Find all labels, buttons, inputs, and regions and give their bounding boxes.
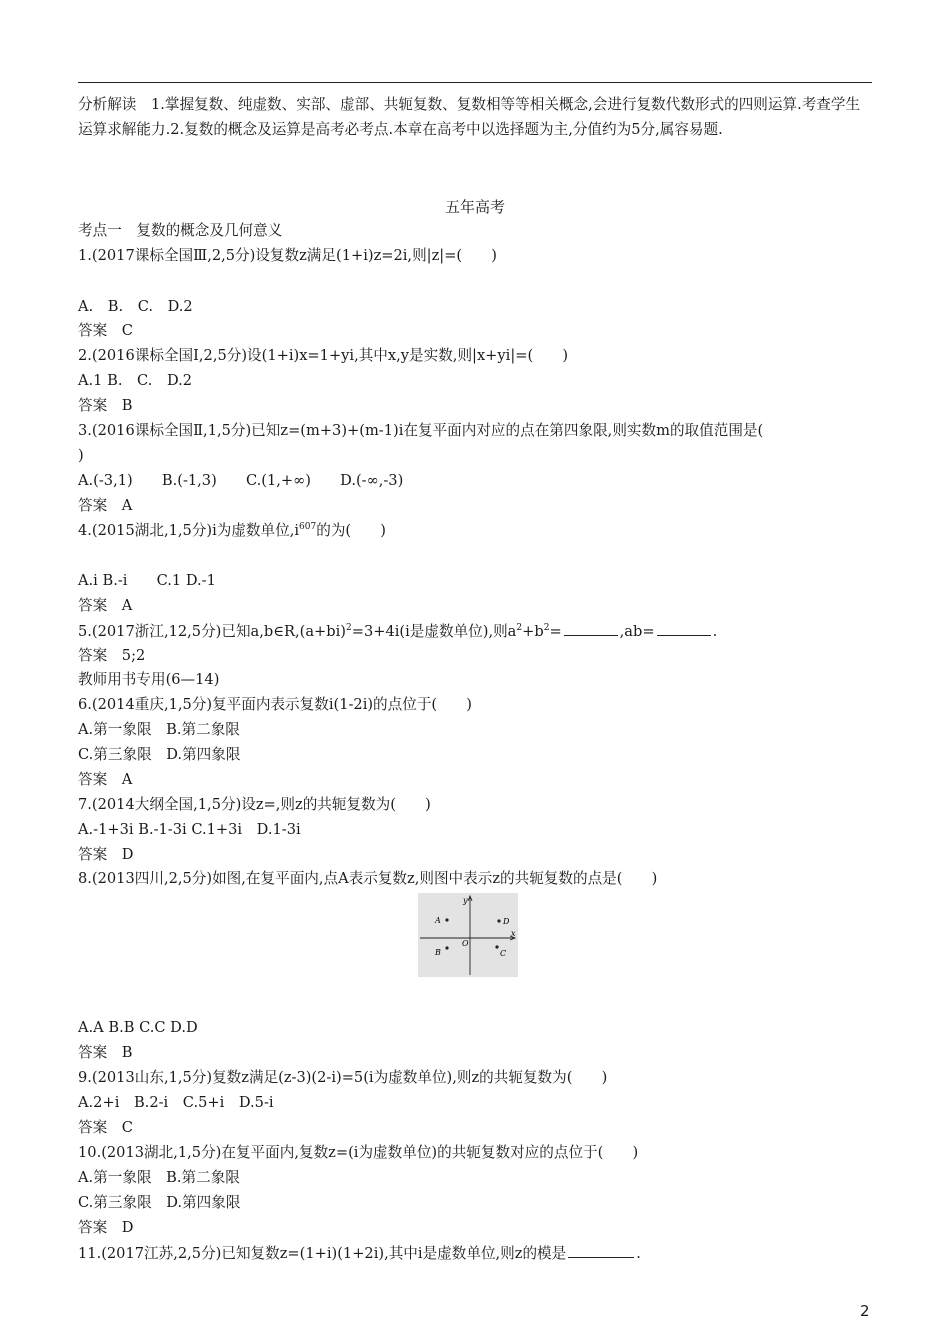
analysis-paragraph: 分析解读 1.掌握复数、纯虚数、实部、虚部、共轭复数、复数相等等相关概念,会进行复数代数形式的四则运算.考查学生运算求解能力.2.复数的概念及运算是高考必考点.本章在高考中以选择题为主,分值约为5分,属容易题. xyxy=(78,96,861,138)
question-7: 7.(2014大纲全国,1,5分)设z=,则z的共轭复数为( ) xyxy=(78,796,431,813)
question-5 xyxy=(78,621,717,642)
question-7-answer: 答案 D xyxy=(78,846,134,863)
header-rule xyxy=(78,82,872,83)
question-6-options-2: C.第三象限 D.第四象限 xyxy=(78,746,241,763)
question-5-blank-2[interactable] xyxy=(657,621,711,636)
question-5-exponent-3: 2 xyxy=(543,623,550,634)
question-2-options: A.1 B. C. D.2 xyxy=(78,372,193,389)
question-1-options: A. B. C. D.2 xyxy=(78,298,193,315)
question-9: 9.(2013山东,1,5分)复数z满足(z-3)(2-i)=5(i为虚数单位),则z的共轭复数为( ) xyxy=(78,1069,608,1086)
question-9-options: A.2+i B.2-i C.5+i D.5-i xyxy=(78,1094,274,1111)
question-5-text-2: =3+4i(i是虚数单位),则a xyxy=(351,623,517,640)
question-5-blank-1[interactable] xyxy=(564,621,618,636)
question-6: 6.(2014重庆,1,5分)复平面内表示复数i(1-2i)的点位于( ) xyxy=(78,696,473,713)
complex-plane-figure xyxy=(418,893,518,977)
question-11 xyxy=(78,1243,641,1264)
question-5-text-5: ,ab= xyxy=(619,623,655,640)
question-4-answer: 答案 A xyxy=(78,597,133,614)
question-5-text: 5.(2017浙江,12,5分)已知a,b∈R,(a+bi) xyxy=(78,623,346,640)
question-8: 8.(2013四川,2,5分)如图,在复平面内,点A表示复数z,则图中表示z的共轭复数的点是( ) xyxy=(78,870,658,887)
question-3-close-paren: ) xyxy=(78,447,84,464)
complex-plane-svg xyxy=(418,893,518,977)
question-5-text-4: = xyxy=(549,623,562,640)
y-axis-label: y xyxy=(463,896,468,905)
question-4-exponent: 607 xyxy=(299,522,317,533)
question-10: 10.(2013湖北,1,5分)在复平面内,复数z=(i为虚数单位)的共轭复数对应的点位于( ) xyxy=(78,1144,639,1161)
point-c xyxy=(495,945,498,948)
point-c-label: C xyxy=(500,949,507,958)
question-6-options-1: A.第一象限 B.第二象限 xyxy=(78,721,240,738)
teacher-section-label: 教师用书专用(6—14) xyxy=(78,671,220,688)
x-axis-label: x xyxy=(511,929,516,938)
question-11-end: . xyxy=(636,1245,641,1262)
question-8-options: A.A B.B C.C D.D xyxy=(78,1019,198,1036)
question-10-options-1: A.第一象限 B.第二象限 xyxy=(78,1169,240,1186)
section-title: 五年高考 xyxy=(444,198,505,216)
page-number: 2 xyxy=(860,1302,870,1320)
question-6-answer: 答案 A xyxy=(78,771,133,788)
question-10-answer: 答案 D xyxy=(78,1219,134,1236)
question-4-text: 4.(2015湖北,1,5分)i为虚数单位,i xyxy=(78,522,300,539)
question-4-text-end: 的为( ) xyxy=(316,522,386,539)
question-2: 2.(2016课标全国Ⅰ,2,5分)设(1+i)x=1+yi,其中x,y是实数,则|x+yi|=( ) xyxy=(78,347,569,364)
question-7-options: A.-1+3i B.-1-3i C.1+3i D.1-3i xyxy=(78,821,301,838)
question-2-answer: 答案 B xyxy=(78,397,133,414)
question-11-blank[interactable] xyxy=(568,1243,634,1258)
question-5-answer: 答案 5;2 xyxy=(78,647,146,664)
question-5-text-6: . xyxy=(712,623,718,640)
question-1-answer: 答案 C xyxy=(78,322,133,339)
question-3-answer: 答案 A xyxy=(78,497,133,514)
question-10-options-2: C.第三象限 D.第四象限 xyxy=(78,1194,241,1211)
question-8-answer: 答案 B xyxy=(78,1044,133,1061)
point-b xyxy=(445,946,448,949)
point-a xyxy=(445,918,448,921)
question-3-options: A.(-3,1) B.(-1,3) C.(1,+∞) D.(-∞,-3) xyxy=(78,472,404,489)
point-d xyxy=(497,919,500,922)
origin-label: O xyxy=(462,939,469,948)
point-d-label: D xyxy=(503,917,510,926)
question-5-exponent-1: 2 xyxy=(346,623,352,634)
question-11-text: 11.(2017江苏,2,5分)已知复数z=(1+i)(1+2i),其中i是虚数单位,则z的模是 xyxy=(78,1245,567,1262)
question-3: 3.(2016课标全国Ⅱ,1,5分)已知z=(m+3)+(m-1)i在复平面内对应的点在第四象限,则实数m的取值范围是( xyxy=(78,422,764,439)
point-b-label: B xyxy=(435,948,441,957)
question-4-options: A.i B.-i C.1 D.-1 xyxy=(78,572,216,589)
topic-heading: 考点一 复数的概念及几何意义 xyxy=(78,222,283,239)
question-4 xyxy=(78,521,386,541)
question-5-exponent-2: 2 xyxy=(516,623,523,634)
question-5-text-3: +b xyxy=(522,623,544,640)
question-9-answer: 答案 C xyxy=(78,1119,133,1136)
point-a-label: A xyxy=(435,916,441,925)
question-1: 1.(2017课标全国Ⅲ,2,5分)设复数z满足(1+i)z=2i,则|z|=( ) xyxy=(78,247,497,264)
